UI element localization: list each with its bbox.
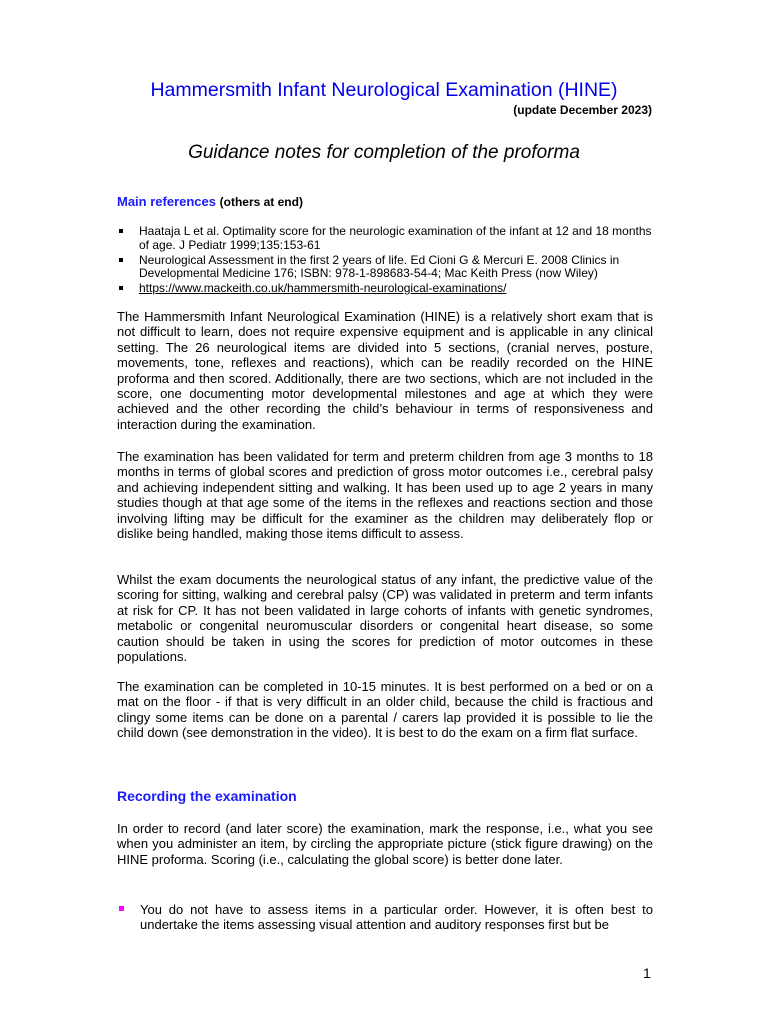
references-heading: [117, 194, 303, 209]
reference-item: [117, 225, 657, 252]
references-heading-note: (others at end): [219, 195, 303, 209]
references-list: [117, 225, 657, 297]
bullet-square-icon: [119, 229, 123, 233]
update-note: (update December 2023): [513, 103, 652, 117]
recording-bullet-text: You do not have to assess items in a particular order. However, it is often best to undertake the items assessing visual attention and auditory responses first but be: [140, 902, 653, 933]
reference-link[interactable]: https://www.mackeith.co.uk/hammersmith-neurological-examinations/: [139, 281, 507, 295]
reference-item: [117, 254, 657, 281]
references-heading-label: Main references: [117, 194, 216, 209]
document-title: Hammersmith Infant Neurological Examination (HINE): [150, 79, 618, 101]
validation-paragraph: The examination has been validated for term and preterm children from age 3 months to 18 months in terms of global scores and prediction of gross motor outcomes i.e., cerebral palsy and achieving independent sitting and walking. It has been used up to age 2 years in many studies though at that age some of the items in the reflexes and reactions section and those involving lifting may be difficult for the examiner as the children may deliberately flop or dislike being handled, making those items difficult to assess.: [117, 449, 653, 542]
bullet-square-icon: [119, 906, 124, 911]
recording-heading: Recording the examination: [117, 788, 297, 804]
bullet-square-icon: [119, 286, 123, 290]
intro-paragraph: The Hammersmith Infant Neurological Examination (HINE) is a relatively short exam that is not difficult to learn, does not require expensive equipment and is applicable in any clinical setting. The 26 neurological items are divided into 5 sections, (cranial nerves, posture, movements, tone, reflexes and reactions), which can be readily recorded on the HINE proforma and then scored. Additionally, there are two sections, which are not included in the score, one documenting motor developmental milestones and age at which they were achieved and the other recording the child’s behaviour in terms of responsiveness and interaction during the examination.: [117, 309, 653, 432]
reference-item: [117, 282, 657, 296]
document-subtitle: Guidance notes for completion of the proforma: [188, 142, 580, 163]
caution-paragraph: Whilst the exam documents the neurological status of any infant, the predictive value of the scoring for sitting, walking and cerebral palsy (CP) was validated in preterm and term infants at risk for CP. It has not been validated in large cohorts of infants with genetic syndromes, metabolic or congenital neuromuscular disorders or congenital heart disease, so some caution should be taken in using the scores for prediction of motor outcomes in these populations.: [117, 572, 653, 665]
reference-text: Haataja L et al. Optimality score for the neurologic examination of the infant at 12 and 18 months of age. J Pediatr 1999;135:153-61: [139, 224, 652, 252]
bullet-square-icon: [119, 258, 123, 262]
recording-bullet: [117, 902, 653, 933]
duration-paragraph: The examination can be completed in 10-15 minutes. It is best performed on a bed or on a mat on the floor - if that is very difficult in an older child, because the child is fractious and clingy some items can be done on a parental / carers lap provided it is possible to lie the child down (see demonstration in the video). It is best to do the exam on a firm flat surface.: [117, 679, 653, 741]
recording-paragraph: In order to record (and later score) the examination, mark the response, i.e., what you see when you administer an item, by circling the appropriate picture (stick figure drawing) on the HINE proforma. Scoring (i.e., calculating the global score) is better done later.: [117, 821, 653, 867]
page-number: 1: [643, 965, 651, 981]
reference-text: Neurological Assessment in the first 2 years of life. Ed Cioni G & Mercuri E. 2008 Clinics in Developmental Medicine 176; ISBN: 978-1-898683-54-4; Mac Keith Press (now Wiley): [139, 252, 620, 280]
